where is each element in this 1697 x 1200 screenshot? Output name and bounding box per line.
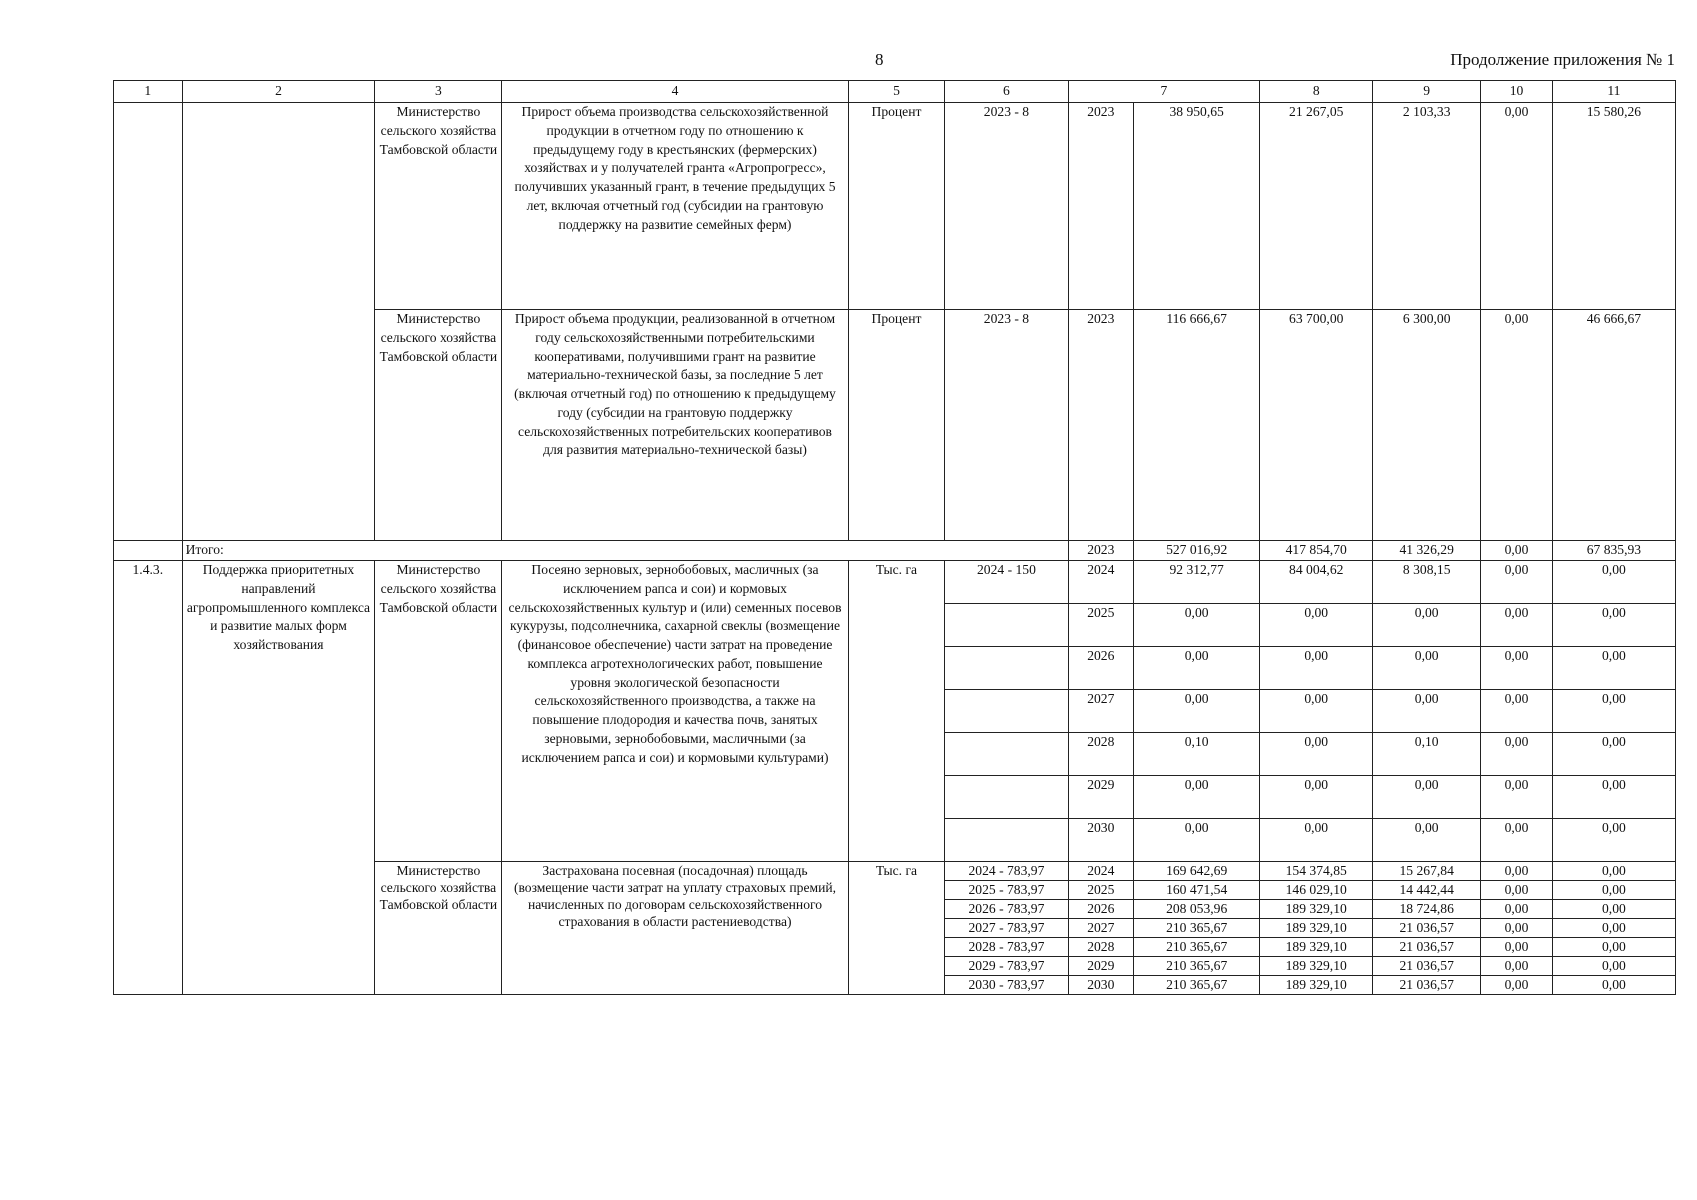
cell-number [114, 541, 183, 561]
cell-target [945, 733, 1068, 776]
cell-other: 0,00 [1552, 690, 1675, 733]
cell-other: 15 580,26 [1552, 103, 1675, 310]
cell-local: 0,00 [1481, 919, 1553, 938]
cell-regional: 41 326,29 [1373, 541, 1481, 561]
cell-target [945, 647, 1068, 690]
cell-total: 160 471,54 [1134, 881, 1260, 900]
cell-target [945, 819, 1068, 862]
cell-local: 0,00 [1481, 604, 1553, 647]
cell-year: 2025 [1068, 604, 1134, 647]
cell-other: 0,00 [1552, 561, 1675, 604]
cell-year: 2028 [1068, 733, 1134, 776]
cell-federal: 0,00 [1260, 647, 1373, 690]
cell-target [945, 776, 1068, 819]
cell-year: 2023 [1068, 310, 1134, 541]
cell-other: 0,00 [1552, 881, 1675, 900]
cell-regional: 0,10 [1373, 733, 1481, 776]
cell-regional: 14 442,44 [1373, 881, 1481, 900]
cell-other: 0,00 [1552, 976, 1675, 995]
cell-ministry: Министерство сельского хозяйства Тамбовской области [375, 561, 502, 862]
cell-federal: 189 329,10 [1260, 900, 1373, 919]
cell-local: 0,00 [1481, 690, 1553, 733]
cell-other: 0,00 [1552, 957, 1675, 976]
cell-other: 0,00 [1552, 819, 1675, 862]
cell-unit: Тыс. га [848, 561, 945, 862]
cell-year: 2025 [1068, 881, 1134, 900]
cell-local: 0,00 [1481, 733, 1553, 776]
cell-local: 0,00 [1481, 819, 1553, 862]
cell-total: 169 642,69 [1134, 862, 1260, 881]
cell-other: 0,00 [1552, 919, 1675, 938]
cell-other: 0,00 [1552, 900, 1675, 919]
cell-total: 0,00 [1134, 819, 1260, 862]
cell-local: 0,00 [1481, 881, 1553, 900]
cell-federal: 146 029,10 [1260, 881, 1373, 900]
cell-name: Поддержка приоритетных направлений агропромышленного комплекса и развитие малых форм хозяйствования [182, 561, 375, 995]
cell-total: 0,00 [1134, 776, 1260, 819]
cell-target: 2030 - 783,97 [945, 976, 1068, 995]
cell-local: 0,00 [1481, 862, 1553, 881]
cell-regional: 8 308,15 [1373, 561, 1481, 604]
cell-total: 38 950,65 [1134, 103, 1260, 310]
cell-target: 2029 - 783,97 [945, 957, 1068, 976]
cell-total: 210 365,67 [1134, 938, 1260, 957]
cell-total: 210 365,67 [1134, 976, 1260, 995]
cell-other: 67 835,93 [1552, 541, 1675, 561]
cell-local: 0,00 [1481, 541, 1553, 561]
cell-federal: 0,00 [1260, 733, 1373, 776]
cell-local: 0,00 [1481, 938, 1553, 957]
cell-other: 0,00 [1552, 604, 1675, 647]
cell-other: 0,00 [1552, 647, 1675, 690]
cell-indicator: Посеяно зерновых, зернобобовых, масличных (за исключением рапса и сои) и кормовых сельскохозяйственных культур и (или) семенных посевов кукурузы, подсолнечника, сахарной свеклы (возмещение (финансовое обеспечение) части затрат на проведение комплекса агротехнологических работ, повышение уровня экологической безопасности сельскохозяйственного производства, а также на повышение плодородия и качества почв, занятых зерновыми, зернобобовыми, масличными (за исключением рапса и сои) и кормовыми культурами) [502, 561, 848, 862]
total-row [114, 541, 1676, 561]
cell-unit: Процент [848, 103, 945, 310]
cell-total: 0,10 [1134, 733, 1260, 776]
cell-total: 210 365,67 [1134, 919, 1260, 938]
cell-target: 2024 - 150 [945, 561, 1068, 604]
cell-local: 0,00 [1481, 976, 1553, 995]
cell-unit: Процент [848, 310, 945, 541]
cell-federal: 189 329,10 [1260, 976, 1373, 995]
col-header: 1 [114, 81, 183, 103]
cell-ministry: Министерство сельского хозяйства Тамбовской области [375, 103, 502, 310]
cell-total: 0,00 [1134, 647, 1260, 690]
cell-target: 2023 - 8 [945, 103, 1068, 310]
cell-regional: 18 724,86 [1373, 900, 1481, 919]
cell-year: 2029 [1068, 957, 1134, 976]
col-header: 2 [182, 81, 375, 103]
cell-federal: 189 329,10 [1260, 919, 1373, 938]
cell-federal: 84 004,62 [1260, 561, 1373, 604]
cell-total: 208 053,96 [1134, 900, 1260, 919]
cell-local: 0,00 [1481, 957, 1553, 976]
cell-local: 0,00 [1481, 776, 1553, 819]
cell-federal: 63 700,00 [1260, 310, 1373, 541]
cell-year: 2027 [1068, 919, 1134, 938]
cell-regional: 15 267,84 [1373, 862, 1481, 881]
cell-target [945, 690, 1068, 733]
cell-federal: 0,00 [1260, 604, 1373, 647]
cell-ministry: Министерство сельского хозяйства Тамбовской области [375, 862, 502, 995]
cell-indicator: Прирост объема производства сельскохозяйственной продукции в отчетном году по отношению к предыдущему году в крестьянских (фермерских) хозяйствах и у получателей гранта «Агропрогресс», получивших указанный грант, в течение предыдущих 5 лет, включая отчетный год (субсидии на грантовую поддержку на развитие семейных ферм) [502, 103, 848, 310]
cell-total: 92 312,77 [1134, 561, 1260, 604]
cell-federal: 189 329,10 [1260, 938, 1373, 957]
cell-federal: 21 267,05 [1260, 103, 1373, 310]
cell-target: 2027 - 783,97 [945, 919, 1068, 938]
cell-year: 2024 [1068, 561, 1134, 604]
cell-year: 2026 [1068, 647, 1134, 690]
cell-regional: 21 036,57 [1373, 938, 1481, 957]
program-table [113, 80, 1676, 995]
cell-year: 2027 [1068, 690, 1134, 733]
cell-year: 2023 [1068, 103, 1134, 310]
cell-year: 2030 [1068, 819, 1134, 862]
cell-local: 0,00 [1481, 310, 1553, 541]
col-header: 7 [1068, 81, 1260, 103]
cell-regional: 6 300,00 [1373, 310, 1481, 541]
table-row [114, 561, 1676, 604]
cell-other: 0,00 [1552, 733, 1675, 776]
cell-federal: 0,00 [1260, 776, 1373, 819]
cell-year: 2024 [1068, 862, 1134, 881]
col-header: 5 [848, 81, 945, 103]
table-row [114, 103, 1676, 310]
cell-total: 210 365,67 [1134, 957, 1260, 976]
cell-target: 2028 - 783,97 [945, 938, 1068, 957]
cell-federal: 417 854,70 [1260, 541, 1373, 561]
cell-total: 116 666,67 [1134, 310, 1260, 541]
cell-target: 2025 - 783,97 [945, 881, 1068, 900]
cell-regional: 0,00 [1373, 819, 1481, 862]
cell-ministry: Министерство сельского хозяйства Тамбовской области [375, 310, 502, 541]
cell-local: 0,00 [1481, 647, 1553, 690]
cell-year: 2028 [1068, 938, 1134, 957]
cell-year: 2023 [1068, 541, 1134, 561]
cell-regional: 21 036,57 [1373, 957, 1481, 976]
col-header: 8 [1260, 81, 1373, 103]
cell-target: 2023 - 8 [945, 310, 1068, 541]
cell-number [114, 103, 183, 541]
cell-target: 2026 - 783,97 [945, 900, 1068, 919]
cell-federal: 189 329,10 [1260, 957, 1373, 976]
cell-federal: 0,00 [1260, 690, 1373, 733]
total-label: Итого: [182, 541, 1068, 561]
cell-regional: 2 103,33 [1373, 103, 1481, 310]
cell-unit: Тыс. га [848, 862, 945, 995]
cell-target [945, 604, 1068, 647]
cell-regional: 21 036,57 [1373, 976, 1481, 995]
cell-total: 527 016,92 [1134, 541, 1260, 561]
cell-total: 0,00 [1134, 604, 1260, 647]
cell-other: 0,00 [1552, 862, 1675, 881]
cell-name [182, 103, 375, 541]
cell-local: 0,00 [1481, 561, 1553, 604]
cell-year: 2030 [1068, 976, 1134, 995]
cell-number: 1.4.3. [114, 561, 183, 995]
cell-indicator: Застрахована посевная (посадочная) площадь (возмещение части затрат на уплату страховых премий, начисленных по договорам сельскохозяйственного страхования в области растениеводства) [502, 862, 848, 995]
cell-regional: 21 036,57 [1373, 919, 1481, 938]
col-header: 9 [1373, 81, 1481, 103]
col-header: 11 [1552, 81, 1675, 103]
column-number-row [114, 81, 1676, 103]
cell-total: 0,00 [1134, 690, 1260, 733]
cell-local: 0,00 [1481, 900, 1553, 919]
cell-regional: 0,00 [1373, 647, 1481, 690]
page-number: 8 [875, 50, 884, 69]
cell-year: 2026 [1068, 900, 1134, 919]
cell-indicator: Прирост объема продукции, реализованной в отчетном году сельскохозяйственными потребительскими кооперативами, получившими грант на развитие материально-технической базы, за последние 5 лет (включая отчетный год) по отношению к предыдущему году (субсидии на грантовую поддержку сельскохозяйственных потребительских кооперативов для развития материально-технической базы) [502, 310, 848, 541]
col-header: 4 [502, 81, 848, 103]
cell-target: 2024 - 783,97 [945, 862, 1068, 881]
col-header: 3 [375, 81, 502, 103]
cell-regional: 0,00 [1373, 604, 1481, 647]
cell-other: 0,00 [1552, 938, 1675, 957]
cell-regional: 0,00 [1373, 690, 1481, 733]
cell-federal: 154 374,85 [1260, 862, 1373, 881]
col-header: 6 [945, 81, 1068, 103]
cell-other: 0,00 [1552, 776, 1675, 819]
cell-year: 2029 [1068, 776, 1134, 819]
cell-other: 46 666,67 [1552, 310, 1675, 541]
cell-federal: 0,00 [1260, 819, 1373, 862]
col-header: 10 [1481, 81, 1553, 103]
cell-regional: 0,00 [1373, 776, 1481, 819]
cell-local: 0,00 [1481, 103, 1553, 310]
continuation-label: Продолжение приложения № 1 [1450, 50, 1675, 69]
